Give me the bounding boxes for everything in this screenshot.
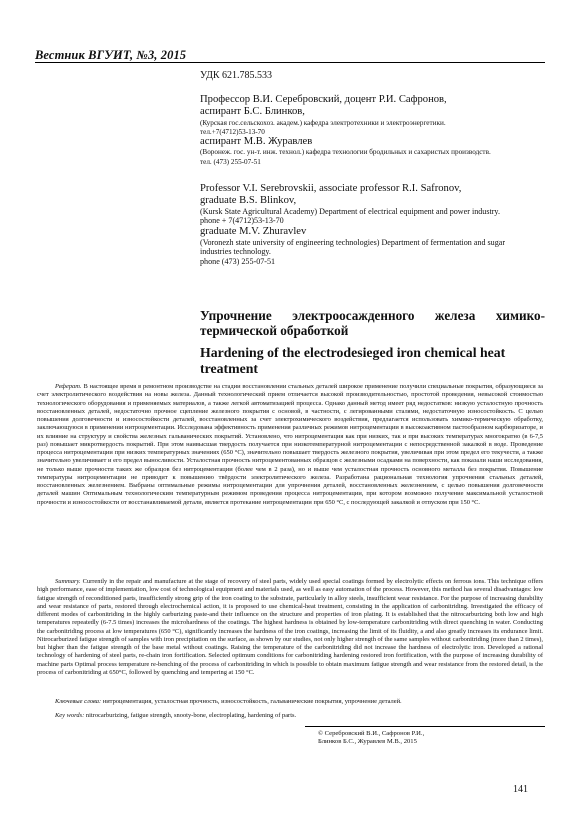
abstract-russian (37, 383, 543, 507)
keywords-ru-label: Ключевые слова: (55, 698, 102, 705)
authors-en-phone1: phone + 7(4712)53-13-70 (200, 216, 284, 226)
title-english: Hardening of the electrodesieged iron chemical heat treatment (200, 345, 506, 376)
udk-code: УДК 621.785.533 (200, 70, 273, 81)
authors-en (200, 183, 545, 266)
authors-en-affil1: (Kursk State Agricultural Academy) Department of electrical equipment and power industry. (200, 207, 500, 216)
authors-en-line1: Professor V.I. Serebrovskii, associate professor R.I. Safronov, (200, 183, 462, 194)
authors-ru-line2: аспирант Б.С. Блинков, (200, 106, 305, 117)
copyright-rule (305, 726, 545, 727)
authors-en-line3: graduate M.V. Zhuravlev (200, 225, 307, 237)
keywords-english (37, 712, 543, 720)
header-rule (35, 62, 545, 63)
authors-ru-line1: Профессор В.И. Серебровский, доцент Р.И. Сафронов, (200, 94, 447, 105)
abstract-english (37, 578, 543, 677)
authors-ru-affil2: (Воронеж. гос. ун-т. инж. технол.) кафедра технологии бродильных и сахаристых производств. (200, 148, 491, 157)
abstract-en-label: Summary. (55, 578, 81, 585)
authors-ru-phone2: тел. (473) 255-07-51 (200, 157, 261, 166)
authors-ru-phone1: тел.+7(4712)53-13-70 (200, 127, 265, 136)
abstract-en-text: Currently in the repair and manufacture at the stage of recovery of steel parts, widely used special coatings formed by electrolytic effects on ferrous ions. This technique offers high performance, ease of implementation, low cost of technological equipment and materials used, as well as easy automation of the process. However, this method has several disadvantages: low fatigue strength of reconditioned parts, insufficiently strong grip of the iron coating to the substrate, particularly in alloy steels, insufficient wear resistance. For the purpose of increasing durability and wear resistance of parts, restored through electrochemical action, it is proposed to use chemical-heat treatment, consisting in the application of carbonitriding. Investigated the efficacy of different modes of carbonitriding in the highly carburizing paste-and their influence on the structure and properties of iron plating. It is established that the nitrocarburizing both low and high temperatures repeatedly (6-7.5 times) increases the microhardness of the coatings. The highest hardness is obtained by low-temperature carbonitriding with direct quenching in water. Conducting the carbonitriding process at low temperatures (650 °C), significantly increases the hardness of the iron coatings, increasing the limit of its fluidity, a and also greatly increases its endurance limit. Nitrocarburized fatigue strength of samples with iron precipitation on the surface, as shown by our studies, not only higher strength of the same samples without carbonitriding (more than 2 times), but higher than the fatigue strength of the base metal without coatings. Raising the temperature of the carbonitriding did not increase the hardness of electrolytic iron. Developed a rational technology of hardening of steel parts, re-chain iron fortification. Selected optimum conditions for carbonitriding hardening restored iron fortification, with the purpose of increasing durability of machine parts Optimal process temperature re-benching of the process of carbonitriding in which is possible to obtain maximum fatigue strength and wear resistance from the restored detail, is the process of carbonitriding at 650°C, followed by quenching and tempering at 150 °C. (37, 578, 544, 676)
keywords-en-text: nitrocarburizing, fatigue strength, snooty-bone, electroplating, hardening of parts. (85, 712, 297, 719)
authors-en-line2: graduate B.S. Blinkov, (200, 195, 297, 206)
copyright-line2: Блинков Б.С., Журавлев М.В., 2015 (318, 738, 417, 746)
title-russian: Упрочнение электроосажденного железа химико-термической обработкой (200, 308, 545, 338)
authors-ru-affil1: (Курская гос.сельскохоз. академ.) кафедра электротехники и электроэнергетики. (200, 119, 446, 127)
keywords-en-label: Key words: (55, 712, 85, 719)
abstract-ru-label: Реферат. (55, 383, 82, 390)
authors-ru (200, 94, 545, 166)
keywords-russian (37, 698, 543, 706)
journal-title: Вестник ВГУИТ, №3, 2015 (35, 48, 187, 62)
authors-ru-line3: аспирант М.В. Журавлев (200, 136, 313, 148)
authors-en-phone2: phone (473) 255-07-51 (200, 256, 276, 266)
copyright-line1: © Серебровский В.И., Сафронов Р.И., (318, 730, 425, 737)
authors-en-affil2a: (Voronezh state university of engineering technologies) Department of fermentation and sugar (200, 237, 506, 247)
authors-en-affil2b: industries technology. (200, 247, 271, 257)
abstract-ru-text: В настоящее время в ремонтном производстве на стадии восстановлении стальных деталей широкое применение получили специальные покрытия, образующиеся за счет электролитического воздействия на новы железа. Данный технологический прием отличается высокой производительностью, простотой проведения, невысокой стоимостью технологического оборудования и применяемых материалов, а также легкой автоматизацией процесса. Однако данный метод имеет ряд недостатков: низкую усталостную прочность восстановленных деталей, недостаточно прочное сцепление железного покрытия с основой, в частности, с легированными сталями, недостаточную износостойкость. С целью повышения долговечности и износостойкости деталей, восстановленных за счет электрохимического воздействия, предлагается использовать химико-термическую обработку, заключающуюся в применении нитроцементации. Исследована эффективность применения различных режимов нитроцементации в высокоактивном пастообразном карбюризаторе, и их влияние на структуру и свойства железных гальванических покрытий. Установлено, что нитроцементация как при низких, так и при высоких температурах многократно (в 6-7,5 раз) повышает микротвердость покрытий. При этом наивысшая твердость получается при низкотемпературной нитроцементации с непосредственной закалкой в воде. Проведение процесса нитроцементации при низких температурных значениях (650 °С), значительно повышает твердость железного покрытия, увеличивая при этом предел его текучести, а также значительно увеличивает и его предел выносливости. Усталостная прочность нитроцементованных образцов с железными осадками на поверхности, как показали наши исследования, не только выше прочности таких же образцов без нитроцементации (более чем в 2 раза), но и выше чем усталостная прочность основного металла без покрытия. Повышение температуры нитроцементации не приводит к повышению твёрдости электролитического железа. Разработана рациональная технология упрочнения стальных деталей, восстановленных железнением. Выбраны оптимальные режимы нитроцементации для упрочнения деталей, восстановленных железнением, с целью повышения долговечности деталей машин Оптимальным технологическим температурным режимом проведения процесса нитроцементации, при котором возможно получение максимальной усталостной прочности и износостойкости от восстанавливаемой детали, является протекание нитроцементации при 650 °С, с последующей закалкой и отпуском при 150 °С. (37, 383, 543, 506)
copyright (318, 730, 424, 747)
page-number: 141 (513, 784, 528, 795)
keywords-ru-text: нитроцементация, усталостная прочность, износостойкость, гальванические покрытия, упрочнение деталей. (102, 698, 402, 705)
